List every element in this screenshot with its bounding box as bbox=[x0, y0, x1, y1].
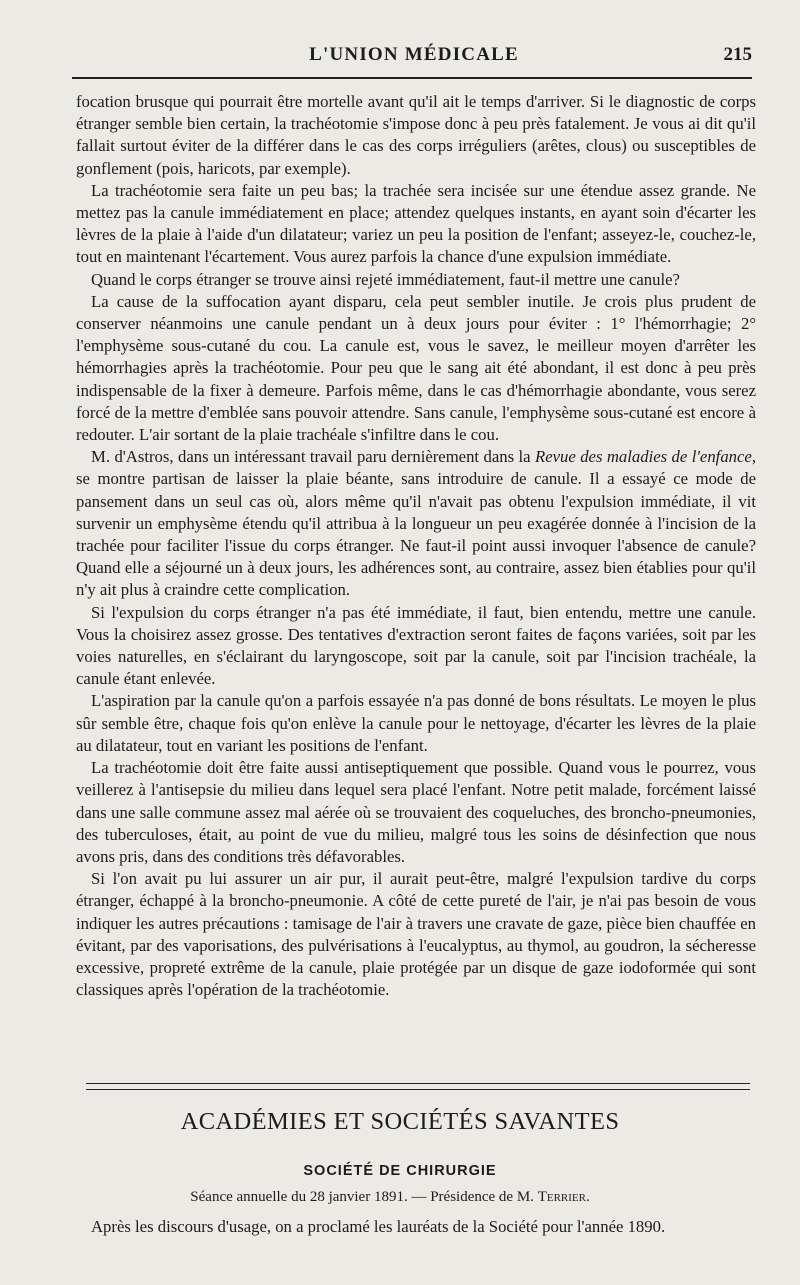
journal-title: L'UNION MÉDICALE bbox=[309, 44, 519, 65]
paragraph: Après les discours d'usage, on a proclamé les lauréats de la Société pour l'année 1890. bbox=[91, 1217, 666, 1236]
running-head bbox=[76, 44, 752, 74]
section-heading: ACADÉMIES ET SOCIÉTÉS SAVANTES bbox=[180, 1108, 620, 1135]
paragraph-continued: focation brusque qui pourrait être mortelle avant qu'il ait le temps d'arriver. Si le diagnostic de corps étranger semble bien certain, la trachéotomie s'impose donc à peu près fatalement. Je vous ai dit qu'il fallait surtout éviter de la différer dans le cas des corps irréguliers (arêtes, clous) ou susceptibles de gonflement (pois, haricots, par exemple). bbox=[76, 92, 756, 178]
paragraph: Si l'on avait pu lui assurer un air pur, il aurait peut-être, malgré l'expulsion tardive du corps étranger, échappé à la broncho-pneumonie. A côté de cette pureté de l'air, je n'ai pas besoin de vous indiquer les autres précautions : tamisage de l'air à travers une cravate de gaze, pièce bien chauffée en évitant, par des vaporisations, des pulvérisations à l'eucalyptus, au thymol, au goudron, la sécheresse excessive, propreté extrême de la canule, plaie protégée par un disque de gaze iodoformée qui sont classiques après l'opération de la trachéotomie. bbox=[76, 869, 756, 1000]
session-prefix: Séance annuelle du 28 janvier 1891. — Présidence de M. bbox=[190, 1189, 534, 1205]
paragraph: Quand le corps étranger se trouve ainsi rejeté immédiatement, faut-il mettre une canule? bbox=[91, 269, 680, 289]
astros-intro: M. d'Astros, dans un intéressant travail paru dernièrement dans la bbox=[91, 447, 531, 467]
session-report bbox=[76, 1216, 756, 1238]
paragraph-astros bbox=[76, 446, 756, 601]
session-line bbox=[0, 1189, 780, 1206]
paragraph: Si l'expulsion du corps étranger n'a pas été immédiate, il faut, bien entendu, mettre une canule. Vous la choisirez assez grosse. Des tentatives d'extraction seront faites de façons variées, soit par les voies naturelles, en s'éclairant du laryngoscope, soit par la canule, soit par l'incision trachéale, la canule étant enlevée. bbox=[76, 602, 756, 689]
section-divider-top bbox=[86, 1083, 750, 1084]
paragraph: La trachéotomie sera faite un peu bas; la trachée sera incisée sur une étendue assez grande. Ne mettez pas la canule immédiatement en place; attendez quelques instants, en ayant soin d'écarter les lèvres de la plaie à l'aide d'un dilatateur; variez un peu la position de l'enfant; asseyez-le, couchez-le, tout en maintenant l'écartement. Vous aurez parfois la chance d'une expulsion immédiate. bbox=[76, 180, 756, 267]
citation-separator: , bbox=[751, 447, 756, 467]
page-number: 215 bbox=[723, 44, 752, 65]
paragraph: L'aspiration par la canule qu'on a parfois essayée n'a pas donné de bons résultats. Le moyen le plus sûr semble être, chaque fois qu'on enlève la canule pour le nettoyage, d'écarter les lèvres de la plaie au dilatateur, tout en variant les positions de l'enfant. bbox=[76, 691, 756, 755]
society-heading: SOCIÉTÉ DE CHIRURGIE bbox=[303, 1163, 497, 1179]
paragraph: La trachéotomie doit être faite aussi antiseptiquement que possible. Quand vous le pourrez, vous veillerez à l'antisepsie du milieu dans lequel sera placé l'enfant. Notre petit malade, forcément laissé dans une salle commune assez mal aérée où se trouvaient des coqueluches, des broncho-pneumonies, des tuberculoses, était, au point de vue du milieu, malgré tous les soins de désinfection que nous avons pris, dans des conditions très défavorables. bbox=[76, 758, 756, 866]
session-suffix: . bbox=[585, 1189, 590, 1205]
astros-rest: se montre partisan de laisser la plaie béante, sans introduire de canule. Il a essayé ce mode de pansement dans un seul cas où, alors même qu'il n'avait pas obtenu l'expulsion immédiate, il vit survenir un emphysème étendu qu'il attribua à la longueur un peu exagérée donnée à l'incision de la trachée pour faciliter l'issue du corps étranger. Ne faut-il point aussi invoquer l'absence de canule? Quand elle a séjourné un à deux jours, les adhérences sont, au contraire, assez bien établies pour qu'il n'y ait plus à craindre cette complication. bbox=[76, 469, 756, 600]
section-divider-bottom bbox=[86, 1089, 750, 1090]
article-body bbox=[76, 91, 756, 1001]
header-rule bbox=[72, 77, 752, 79]
journal-citation: Revue des maladies de l'enfance bbox=[535, 447, 752, 467]
president-name: Terrier bbox=[537, 1189, 586, 1205]
paragraph: La cause de la suffocation ayant disparu, cela peut sembler inutile. Je crois plus prudent de conserver néanmoins une canule pendant un à deux jours pour éviter : 1° l'hémorrhagie; 2° l'emphysème sous-cutané du cou. La canule est, vous le savez, le meilleur moyen d'arrêter les hémorrhagies après la trachéotomie. Pour peu que le sang ait été abondant, il est donc à peu près indispensable de la fixer à demeure. Parfois même, dans le cas d'hémorrhagie abondante, vous serez forcé de la mettre d'emblée sans pouvoir attendre. Sans canule, l'emphysème sous-cutané est encore à redouter. L'air sortant de la plaie trachéale s'infiltre dans le cou. bbox=[76, 291, 756, 445]
